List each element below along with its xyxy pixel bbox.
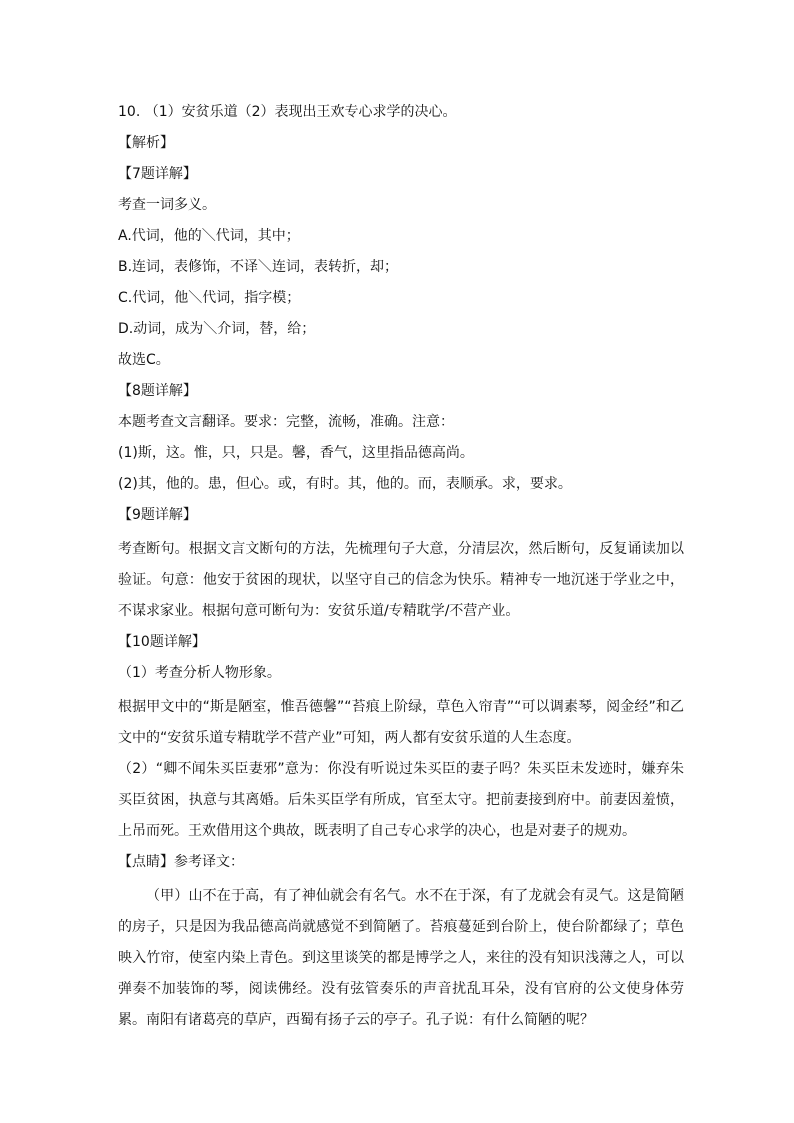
q7-option-b: B.连词，表修饰，不译＼连词，表转折，却； bbox=[118, 259, 399, 275]
q9-body: 考查断句。根据文言文断句的方法，先梳理句子大意，分清层次，然后断句，反复诵读加以验证。句意：他安于贫困的现状，以坚守自己的信念为快乐。精神专一地沉迷于学业之中，不谋求家业。根据句意可断句为：安贫乐道/专精耽学/不营产业。 bbox=[118, 541, 684, 619]
q7-option-d: D.动词，成为＼介词，替，给； bbox=[118, 321, 316, 337]
q7-option-a: A.代词，他的＼代词，其中； bbox=[118, 228, 300, 244]
q8-heading: 【8题详解】 bbox=[118, 383, 197, 399]
q7-option-c: C.代词，他＼代词，指字模； bbox=[118, 290, 301, 306]
document-content bbox=[118, 100, 684, 1036]
answer-line: 10. （1）安贫乐道（2）表现出王欢专心求学的决心。 bbox=[118, 104, 457, 120]
q9-heading: 【9题详解】 bbox=[118, 507, 197, 523]
q8-point-2: (2)其，他的。患，但心。或，有时。其，他的。而，表顺承。求，要求。 bbox=[118, 476, 572, 492]
section-heading-jiexi: 【解析】 bbox=[118, 135, 174, 151]
q10-part2-body: （2）“卿不闻朱买臣妻邪”意为：你没有听说过朱买臣的妻子吗？朱买臣未发迹时，嫌弃朱买臣贫困，执意与其离婚。后朱买臣学有所成，官至太守。把前妻接到府中。前妻因羞愤，上吊而死。王欢借用这个典故，既表明了自己专心求学的决心，也是对妻子的规劝。 bbox=[118, 761, 684, 839]
dianjing-heading: 【点睛】参考译文： bbox=[118, 854, 244, 870]
q8-point-1: (1)斯，这。惟，只，只是。馨，香气，这里指品德高尚。 bbox=[118, 445, 474, 461]
q7-intro: 考查一词多义。 bbox=[118, 197, 216, 213]
q8-intro: 本题考查文言翻译。要求：完整，流畅，准确。注意： bbox=[118, 414, 454, 430]
q7-conclusion: 故选C。 bbox=[118, 352, 170, 368]
q7-heading: 【7题详解】 bbox=[118, 166, 197, 182]
q10-part1-title: （1）考查分析人物形象。 bbox=[118, 665, 281, 681]
q10-heading: 【10题详解】 bbox=[118, 634, 206, 650]
q10-part1-body: 根据甲文中的“斯是陋室，惟吾德馨”“苔痕上阶绿，草色入帘青”“可以调素琴，阅金经”和乙文中的“安贫乐道专精耽学不营产业”可知，两人都有安贫乐道的人生态度。 bbox=[118, 699, 684, 746]
dianjing-translation: （甲）山不在于高，有了神仙就会有名气。水不在于深，有了龙就会有灵气。这是简陋的房子，只是因为我品德高尚就感觉不到简陋了。苔痕蔓延到台阶上，使台阶都绿了；草色映入竹帘，使室内染上青色。到这里谈笑的都是博学之人，来往的没有知识浅薄之人，可以弹奏不加装饰的琴，阅读佛经。没有弦管奏乐的声音扰乱耳朵，没有官府的公文使身体劳累。南阳有诸葛亮的草庐，西蜀有扬子云的亭子。孔子说：有什么简陋的呢？ bbox=[118, 888, 684, 1028]
